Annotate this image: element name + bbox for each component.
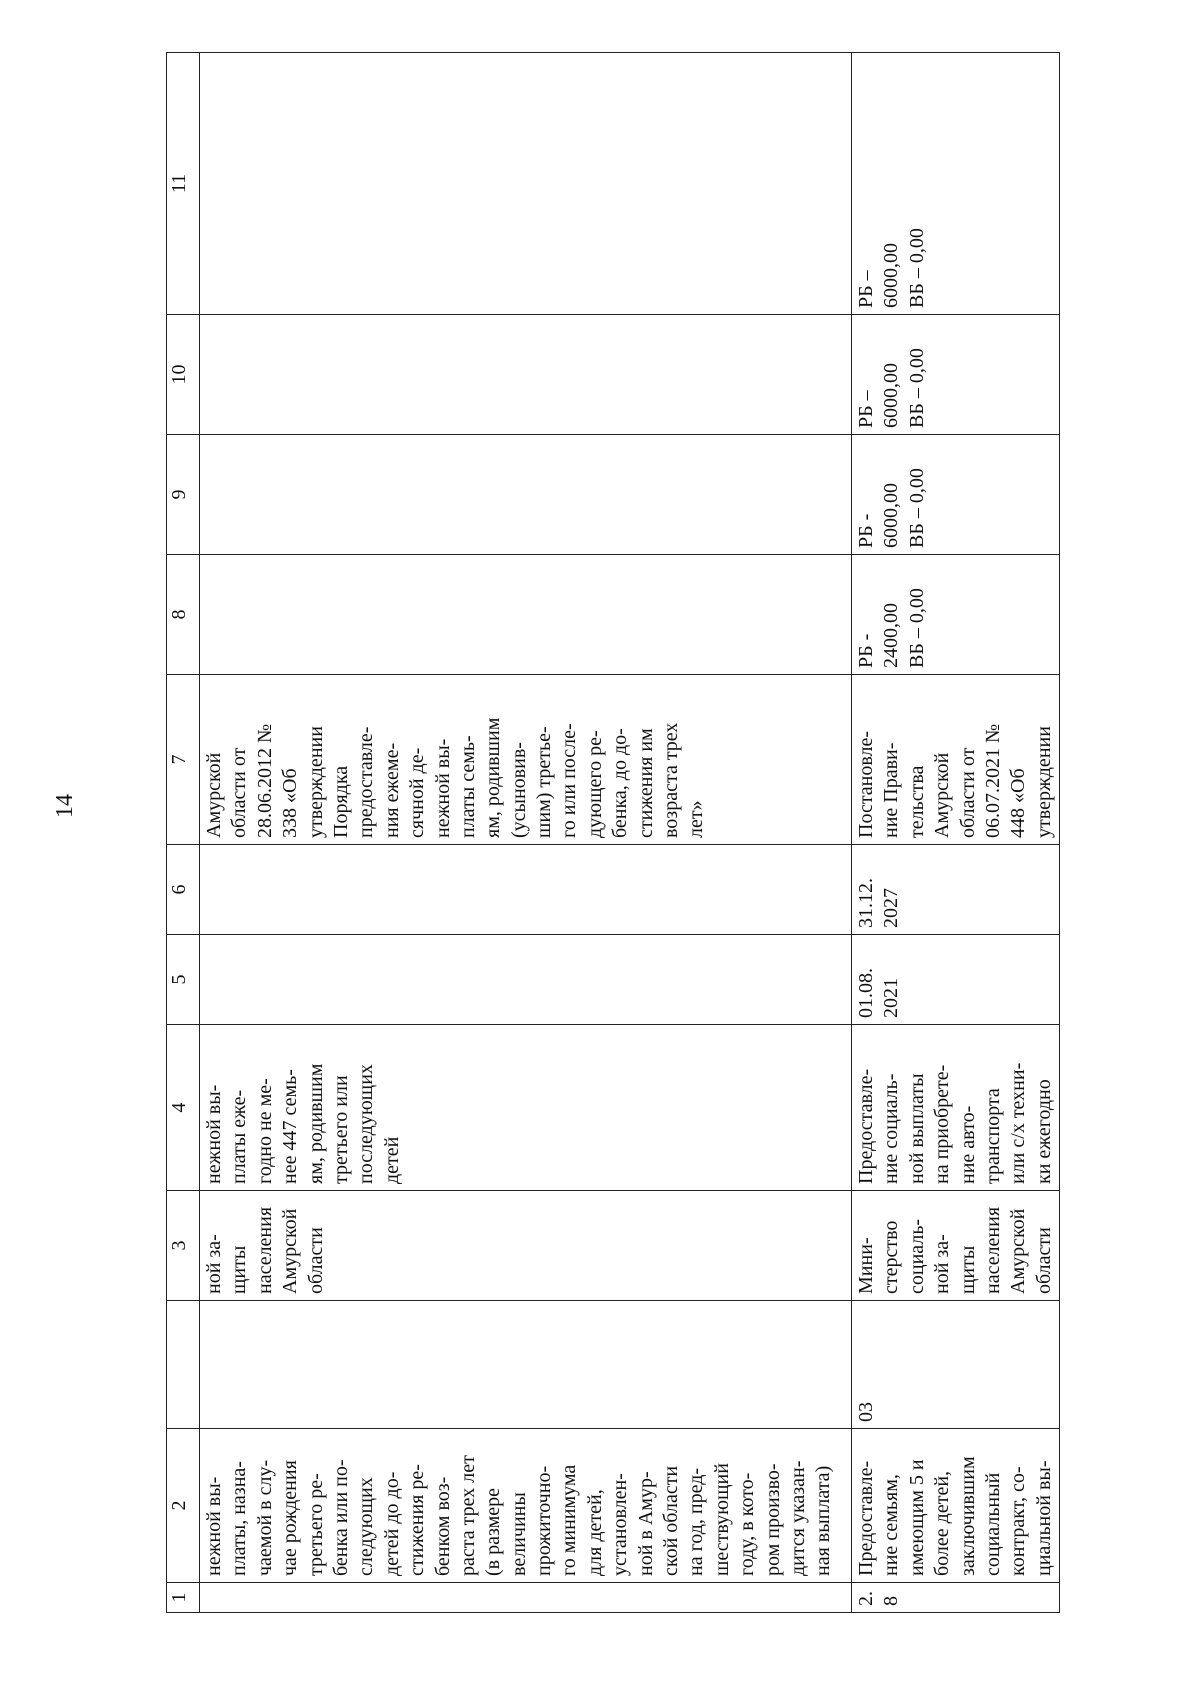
header-col-8: 8	[167, 555, 200, 675]
header-col-10: 10	[167, 315, 200, 435]
cell-result: нежной вы- платы еже- годно не ме- нее 447 семь- ям, родившим третьего или последующих детей	[200, 1025, 852, 1191]
cell-start-date: 01.08. 2021	[852, 935, 1060, 1025]
cell-end-date	[200, 845, 852, 935]
header-col-6: 6	[167, 845, 200, 935]
cell-legal-act: Постановле- ние Прави- тельства Амурской области от 06.07.2021 № 448 «Об утверждении	[852, 675, 1060, 845]
cell-code	[200, 1301, 852, 1429]
header-col-9: 9	[167, 435, 200, 555]
header-col-5: 5	[167, 935, 200, 1025]
page-number: 14	[52, 794, 78, 818]
table-row	[200, 53, 852, 1613]
cell-measure-name: нежной вы- платы, назна- чаемой в слу- чае рождения третьего ре- бенка или по- следующих детей до до- стижения ре- бенком воз- раста трех лет (в размере величины прожиточно- го минимума для детей, установлен- ной в Амур- ской области на год, пред- шествующий году, в кото- ром произво- дится указан- ная выплата)	[200, 1429, 852, 1583]
rotated-table-container	[166, 53, 1055, 1613]
program-table	[166, 52, 1060, 1613]
cell-funding-8	[200, 555, 852, 675]
cell-measure-name: Предоставле- ние семьям, имеющим 5 и более детей, заключившим социальный контракт, со- циальной вы-	[852, 1429, 1060, 1583]
cell-end-date: 31.12. 2027	[852, 845, 1060, 935]
cell-funding-10: РБ – 6000,00 ВБ – 0,00	[852, 315, 1060, 435]
cell-funding-10	[200, 315, 852, 435]
cell-code: 03	[852, 1301, 1060, 1429]
header-col-7: 7	[167, 675, 200, 845]
cell-num	[200, 1583, 852, 1613]
cell-executor: Мини- стерство социаль- ной за- щиты населения Амурской области	[852, 1191, 1060, 1301]
header-col-2b	[167, 1301, 200, 1429]
header-col-1: 1	[167, 1583, 200, 1613]
header-col-3: 3	[167, 1191, 200, 1301]
header-col-2: 2	[167, 1429, 200, 1583]
cell-funding-11	[200, 53, 852, 315]
cell-funding-9: РБ - 6000,00 ВБ – 0,00	[852, 435, 1060, 555]
cell-num: 2.8	[852, 1583, 1060, 1613]
cell-executor: ной за- щиты населения Амурской области	[200, 1191, 852, 1301]
cell-funding-9	[200, 435, 852, 555]
cell-legal-act: Амурской области от 28.06.2012 № 338 «Об утверждении Порядка предоставле- ния ежеме- сячной де- нежной вы- платы семь- ям, родившим (усыновив- шим) третье- го или после- дующего ре- бенка, до до- стижения им возраста трех лет»	[200, 675, 852, 845]
cell-funding-8: РБ - 2400,00 ВБ – 0,00	[852, 555, 1060, 675]
header-row	[167, 53, 200, 1613]
table-row	[852, 53, 1060, 1613]
header-col-4: 4	[167, 1025, 200, 1191]
cell-start-date	[200, 935, 852, 1025]
cell-funding-11: РБ – 6000,00 ВБ – 0,00	[852, 53, 1060, 315]
header-col-11: 11	[167, 53, 200, 315]
cell-result: Предоставле- ние социаль- ной выплаты на приобрете- ние авто- транспорта или с/х техни- ки ежегодно	[852, 1025, 1060, 1191]
